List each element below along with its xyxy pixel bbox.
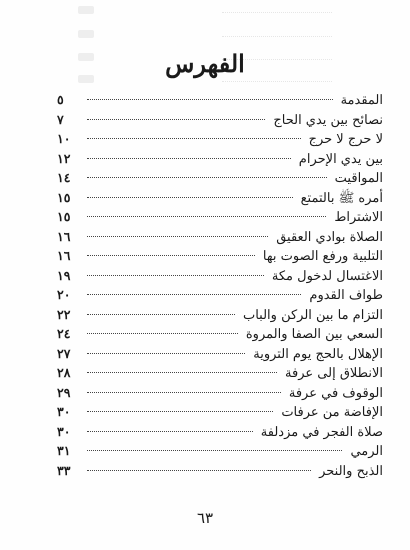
dot-leader xyxy=(87,216,326,217)
toc-entry-page: ٣١ xyxy=(57,443,71,458)
bleed-line xyxy=(222,2,332,13)
dot-leader xyxy=(87,411,273,412)
dot-leader xyxy=(87,275,264,276)
toc-entry-title: الاشتراط xyxy=(334,210,383,225)
dot-leader xyxy=(87,450,342,451)
toc-entry-title: طواف القدوم xyxy=(309,288,383,303)
toc-entry-page: ٣٣ xyxy=(57,462,71,478)
toc-entry xyxy=(57,110,383,130)
toc-entry-title: الوقوف في عرفة xyxy=(288,385,383,401)
bleed-line xyxy=(222,26,332,37)
bleed-number xyxy=(78,6,94,14)
toc-entry-title: التزام ما بين الركن والباب xyxy=(242,307,383,323)
toc-entry xyxy=(57,305,383,325)
toc-entry-page: ٣٠ xyxy=(57,423,71,439)
toc-entry-page: ٢٧ xyxy=(57,345,71,361)
toc-entry-page: ١٥ xyxy=(57,189,71,205)
toc-entry-title: أمره ﷺ بالتمتع xyxy=(300,190,383,206)
toc-entry xyxy=(57,90,383,110)
toc-entry-title: الرمي xyxy=(350,444,383,459)
dot-leader xyxy=(87,236,268,237)
toc-entry-title: لا حرج لا حرج xyxy=(308,132,383,147)
toc-entry xyxy=(57,207,383,227)
dot-leader xyxy=(87,177,327,178)
dot-leader xyxy=(87,119,265,120)
toc-entry xyxy=(57,285,383,305)
toc-entry-page: ٢٨ xyxy=(57,365,71,380)
toc-entry-title: بين يدي الإحرام xyxy=(298,151,383,167)
toc-entry-title: نصائح بين يدي الحاج xyxy=(273,112,383,128)
toc-entry xyxy=(57,324,383,344)
dot-leader xyxy=(87,392,281,393)
toc-entry xyxy=(57,344,383,364)
toc-entry-title: الذبح والنحر xyxy=(319,463,383,479)
toc-entry xyxy=(57,461,383,481)
toc-entry-page: ٢٩ xyxy=(57,384,71,400)
toc-entry xyxy=(57,441,383,461)
toc-entry-page: ٥ xyxy=(57,92,64,107)
toc-entry xyxy=(57,149,383,169)
toc-entry-title: المواقيت xyxy=(334,171,383,186)
toc-entry xyxy=(57,168,383,188)
toc-entry-page: ١٢ xyxy=(57,150,71,166)
toc-entry xyxy=(57,363,383,383)
toc-entry-title: التلبية ورفع الصوت بها xyxy=(262,249,383,264)
page-title: الفهرس xyxy=(165,49,245,78)
dot-leader xyxy=(87,470,311,471)
toc-entry xyxy=(57,402,383,422)
toc-entry-page: ١٥ xyxy=(57,209,71,224)
toc-entry-page: ٢٢ xyxy=(57,306,71,322)
toc-entry-title: الصلاة بوادي العقيق xyxy=(276,229,383,245)
table-of-contents xyxy=(57,90,383,480)
dot-leader xyxy=(87,314,235,315)
toc-entry xyxy=(57,383,383,403)
toc-entry-title: الإفاضة من عرفات xyxy=(281,405,383,420)
toc-entry-title: الإهلال بالحج يوم التروية xyxy=(253,346,383,362)
toc-entry-page: ٧ xyxy=(57,111,64,127)
toc-entry xyxy=(57,129,383,149)
dot-leader xyxy=(87,197,293,198)
toc-entry-title: الانطلاق إلى عرفة xyxy=(285,366,383,381)
toc-entry-page: ٢٤ xyxy=(57,326,71,341)
dot-leader xyxy=(87,372,277,373)
toc-entry xyxy=(57,246,383,266)
page-number: ٦٣ xyxy=(196,509,214,527)
dot-leader xyxy=(87,255,255,256)
toc-entry xyxy=(57,227,383,247)
toc-entry-page: ١٩ xyxy=(57,267,71,283)
toc-entry-title: الاغتسال لدخول مكة xyxy=(271,268,383,284)
toc-entry-page: ١٦ xyxy=(57,248,71,263)
dot-leader xyxy=(87,333,238,334)
toc-entry-page: ٢٠ xyxy=(57,287,71,302)
toc-entry-title: صلاة الفجر في مزدلفة xyxy=(260,424,383,440)
dot-leader xyxy=(87,99,333,100)
toc-entry xyxy=(57,188,383,208)
toc-entry-page: ٣٠ xyxy=(57,404,71,419)
toc-entry xyxy=(57,266,383,286)
toc-entry-page: ١٦ xyxy=(57,228,71,244)
toc-entry xyxy=(57,422,383,442)
dot-leader xyxy=(87,158,291,159)
toc-entry-title: المقدمة xyxy=(340,93,383,108)
dot-leader xyxy=(87,138,301,139)
toc-entry-title: السعي بين الصفا والمروة xyxy=(245,327,383,342)
toc-entry-page: ١٠ xyxy=(57,131,71,146)
dot-leader xyxy=(87,353,245,354)
toc-entry-page: ١٤ xyxy=(57,170,71,185)
dot-leader xyxy=(87,294,301,295)
dot-leader xyxy=(87,431,253,432)
bleed-number xyxy=(78,30,94,38)
